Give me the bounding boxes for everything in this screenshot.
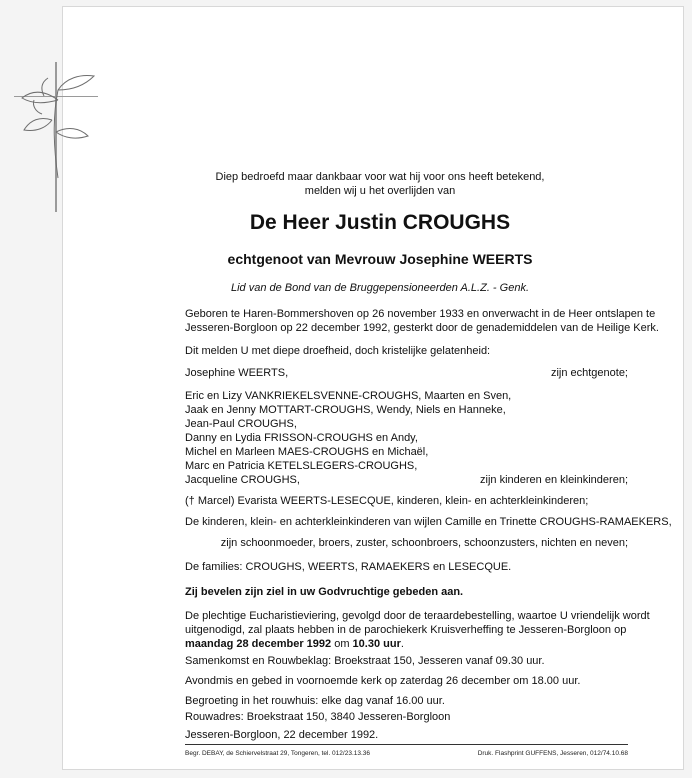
funeral-date-line bbox=[185, 637, 404, 651]
intro-line-2: melden wij u het overlijden van bbox=[304, 185, 456, 197]
child-line: Marc en Patricia KETELSLEGERS-CROUGHS, bbox=[185, 460, 418, 472]
children-relation: zijn kinderen en kleinkinderen; bbox=[480, 474, 628, 486]
evarista-line: († Marcel) Evarista WEERTS-LESECQUE, kinderen, klein- en achterkleinkinderen; bbox=[185, 495, 589, 507]
membership: Lid van de Bond van de Bruggepensioneerden A.L.Z. - Genk. bbox=[230, 282, 529, 294]
place-date: Jesseren-Borgloon, 22 december 1992. bbox=[185, 729, 379, 741]
funeral-om: om bbox=[334, 638, 350, 650]
child-line: Michel en Marleen MAES-CROUGHS en Michaël, bbox=[185, 446, 429, 458]
funeral-date: maandag 28 december 1992 bbox=[185, 638, 332, 650]
footer-divider bbox=[185, 744, 628, 745]
footer-undertaker: Begr. DEBAY, de Schiervelstraat 29, Tongeren, tel. 012/23.13.36 bbox=[185, 750, 371, 757]
inlaws-line-1: De kinderen, klein- en achterkleinkinderen van wijlen Camille en Trinette CROUGHS-RAMAEKERS, bbox=[185, 516, 672, 528]
announcement: Dit melden U met diepe droefheid, doch kristelijke gelatenheid: bbox=[185, 345, 491, 357]
child-line: Jean-Paul CROUGHS, bbox=[185, 418, 297, 430]
birth-death-line-2: Jesseren-Borgloon op 22 december 1992, gesterkt door de genademiddelen van de Heilige Kerk. bbox=[185, 322, 659, 334]
spouse-relation: zijn echtgenote; bbox=[550, 367, 628, 379]
evening-mass: Avondmis en gebed in voornoemde kerk op zaterdag 26 december om 18.00 uur. bbox=[185, 675, 581, 687]
child-line: Danny en Lydia FRISSON-CROUGHS en Andy, bbox=[185, 432, 418, 444]
child-line: Eric en Lizy VANKRIEKELSVENNE-CROUGHS, Maarten en Sven, bbox=[185, 390, 512, 402]
intro-line-1: Diep bedroefd maar dankbaar voor wat hij voor ons heeft betekend, bbox=[215, 171, 545, 183]
funeral-time: 10.30 uur bbox=[352, 638, 401, 650]
birth-death-line-1: Geboren te Haren-Bommershoven op 26 november 1933 en onverwacht in de Heer ontslapen te bbox=[185, 308, 656, 320]
funeral-end: . bbox=[400, 638, 404, 650]
child-line: Jacqueline CROUGHS, bbox=[185, 474, 300, 486]
funeral-line-2: uitgenodigd, zal plaats hebben in de parochiekerk Kruisverheffing te Jesseren-Borgloon op bbox=[185, 624, 627, 636]
inlaws-line-2: zijn schoonmoeder, broers, zuster, schoonbroers, schoonzusters, nichten en neven; bbox=[220, 537, 628, 549]
prayer: Zij bevelen zijn ziel in uw Godvruchtige gebeden aan. bbox=[185, 586, 464, 598]
child-line: Jaak en Jenny MOTTART-CROUGHS, Wendy, Niels en Hanneke, bbox=[185, 404, 506, 416]
mourning-address: Rouwadres: Broekstraat 150, 3840 Jesseren-Borgloon bbox=[185, 711, 451, 723]
deceased-name: De Heer Justin CROUGHS bbox=[249, 211, 511, 234]
gathering: Samenkomst en Rouwbeklag: Broekstraat 150, Jesseren vanaf 09.30 uur. bbox=[185, 655, 545, 667]
funeral-line-1: De plechtige Eucharistieviering, gevolgd door de teraardebestelling, waartoe U vriendelijk wordt bbox=[185, 610, 650, 622]
spouse-line: echtgenoot van Mevrouw Josephine WEERTS bbox=[227, 251, 533, 267]
families: De families: CROUGHS, WEERTS, RAMAEKERS en LESECQUE. bbox=[185, 561, 512, 573]
footer-printer: Druk. Flashprint GUFFENS, Jesseren, 012/74.10.68 bbox=[477, 750, 628, 757]
mourning-visit: Begroeting in het rouwhuis: elke dag vanaf 16.00 uur. bbox=[185, 695, 445, 707]
spouse-name: Josephine WEERTS, bbox=[185, 367, 289, 379]
